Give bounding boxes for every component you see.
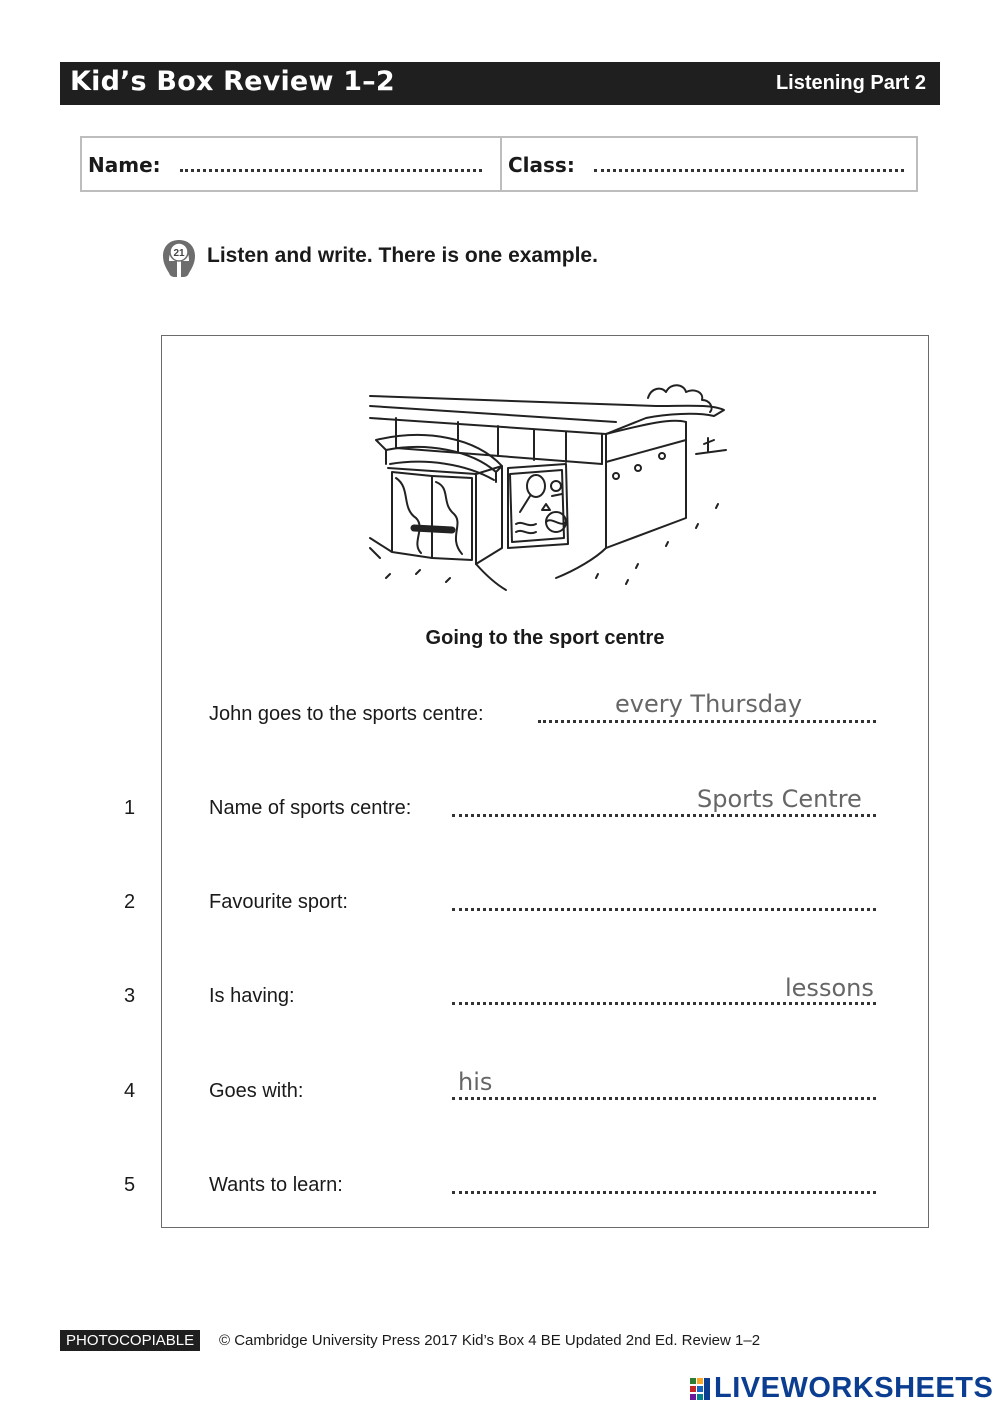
name-field[interactable] xyxy=(180,169,482,172)
answer-text-4[interactable]: his xyxy=(458,1068,493,1096)
audio-track-icon[interactable] xyxy=(160,237,198,279)
question-number: 1 xyxy=(124,797,136,819)
name-label: Name: xyxy=(88,153,161,177)
class-label: Class: xyxy=(508,153,575,177)
photocopiable-badge: PHOTOCOPIABLE xyxy=(60,1330,200,1351)
answer-field-3[interactable] xyxy=(452,1002,876,1005)
question-label: Wants to learn: xyxy=(209,1174,343,1196)
question-number: 5 xyxy=(124,1174,136,1196)
example-answer: every Thursday xyxy=(615,690,803,718)
liveworksheets-brand[interactable]: LIVEWORKSHEETS xyxy=(714,1372,994,1404)
liveworksheets-logo-icon xyxy=(690,1376,712,1404)
question-label: Goes with: xyxy=(209,1080,304,1102)
question-number: 4 xyxy=(124,1080,136,1102)
sports-centre-illustration xyxy=(366,378,732,593)
question-label: Name of sports centre: xyxy=(209,797,412,819)
instruction-text: Listen and write. There is one example. xyxy=(207,244,598,267)
answer-text-1[interactable]: Sports Centre xyxy=(697,785,862,813)
example-answer-line xyxy=(538,720,876,723)
question-number: 3 xyxy=(124,985,136,1007)
example-label: John goes to the sports centre: xyxy=(209,703,484,725)
question-label: Favourite sport: xyxy=(209,891,348,913)
track-number: 21 xyxy=(173,248,185,259)
answer-text-3[interactable]: lessons xyxy=(785,974,874,1002)
copyright-text: © Cambridge University Press 2017 Kid’s Box 4 BE Updated 2nd Ed. Review 1–2 xyxy=(219,1332,761,1349)
answer-field-1[interactable] xyxy=(452,814,876,817)
question-number: 2 xyxy=(124,891,136,913)
name-class-divider xyxy=(500,138,502,190)
question-label: Is having: xyxy=(209,985,295,1007)
answer-field-2[interactable] xyxy=(452,908,876,911)
section-label: Listening Part 2 xyxy=(775,72,926,94)
class-field[interactable] xyxy=(594,169,904,172)
name-class-box xyxy=(80,136,918,192)
exercise-subtitle: Going to the sport centre xyxy=(425,627,665,649)
worksheet-title: Kid’s Box Review 1–2 xyxy=(70,66,395,97)
answer-field-4[interactable] xyxy=(452,1097,876,1100)
answer-field-5[interactable] xyxy=(452,1191,876,1194)
header-bar xyxy=(60,62,940,105)
